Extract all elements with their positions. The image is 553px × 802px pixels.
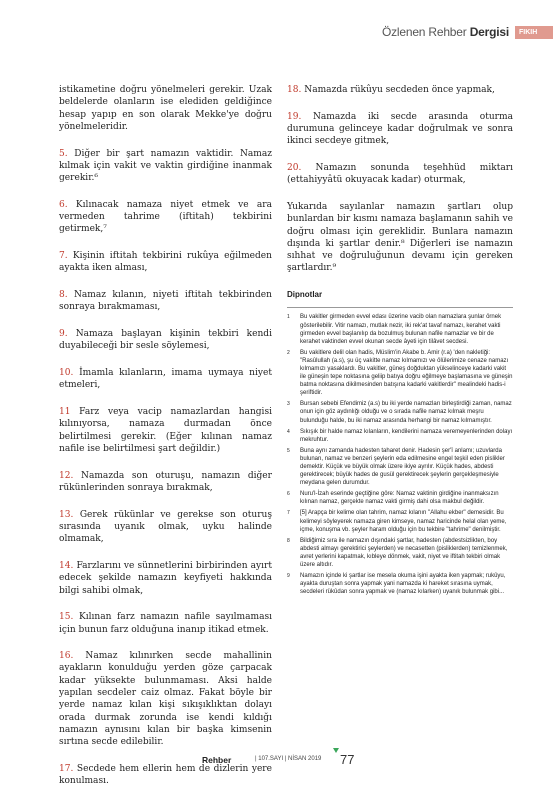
footnote [287,349,513,398]
running-header [382,24,553,40]
paragraph [287,111,513,148]
footnote-number: 4 [287,428,290,435]
footnote-text: [5] Arapça bir kelime olan tahrim, namaz kılanın "Allahu ekber" demesidir. Bu kelimeyi söyleyerek namaza giren kimseye, namaz haricinde helal olan yeme, içme, konuşma vb. şeyler haram olduğu için bu tekbire "tahrime" denilmiştir. [300,510,507,533]
item-number: 6. [59,199,68,210]
item-number: 14. [59,560,74,571]
footer-issue: | 107.SAYI | NİSAN 2019 [255,756,322,762]
item-number: 19. [287,111,302,122]
paragraph-text: istikametine doğru yönelmeleri gerekir. Uzak beldelerde olanların ise elediden geldiğince hesap yapıp en son olarak Mekke'ye doğru yönelmeleridir. [59,85,272,132]
footnote-text: Bildiğimiz sıra ile namazın dışındaki şartlar, hadesten (abdestsizlikten, boy abdesti almayı gerektirici şeylerden) ve necasetten (pisliklerden) temizlenmek, avret yerlerini kapatmak, kıbleye dönmek, vakit, niyet ve iftitah tekbiri olmak üzere altıdır. [300,537,508,569]
page-number: 77 [340,752,355,767]
item-number: 8. [59,290,68,301]
footnote [287,509,513,533]
item-number: 10. [59,368,74,379]
footnote [287,400,513,424]
footnote [287,428,513,444]
footnotes-divider [287,307,513,308]
item-number: 11 [59,407,71,418]
paragraph [59,560,272,597]
footnote-number: 5 [287,447,290,454]
item-number: 9. [59,329,68,340]
paragraph-text: Farzlarını ve sünnetlerini birbirinden ayırt edecek şekilde namazın keyfiyeti hakkında bilgi sahibi olmak, [59,560,272,596]
footnote-text: Sıkışık bir halde namaz kılanların, kendilerini namaza veremeyenlerinden dolayı mekruhtur. [300,428,513,443]
footnote-text: Nuru'l-İzah eserinde geçtiğine göre: Namaz vaktinin girdiğine inanmaksızın kılınan namaz, gerçekte namaz vakti girmiş dahi olsa makbul değildir. [300,491,499,506]
paragraph [287,162,513,187]
paragraph-text: Yukarıda sayılanlar namazın şartları olup bunlardan bir kısmı namaza başlamanın sahih ve doğru olması için gereklidir. Bunlara namazın dışında ki şartlar denir.⁸ Diğerleri ise namazın sıhhat ve doğruluğunun devamı için gereken şartlardır.⁹ [287,201,513,274]
item-number: 13. [59,509,74,520]
paragraph-text: Kılınacak namaza niyet etmek ve ara vermeden tahrime (iftitah) tekbirini getirmek,⁷ [59,199,272,235]
paragraph [59,470,272,495]
paragraph [59,250,272,275]
page-marker-icon [333,748,339,753]
paragraph-text: Kılınan farz namazın nafile sayılmaması için bunun farz olduğuna inanıp itikad etmek. [59,612,272,635]
item-number: 15. [59,612,74,623]
right-paragraphs [287,84,513,275]
footnote [287,490,513,506]
paragraph-text: İmamla kılanların, imama uymaya niyet etmeleri, [59,368,272,391]
paragraph-text: Gerek rükünlar ve gerekse son oturuş sırasında uyanık olmak, uyku halinde olmamak, [59,509,272,545]
paragraph [59,406,272,455]
footnote-text: Bu vakitlere delil olan hadis, Müslim'in Akabe b. Amir (r.a) 'den nakletiği: "Rasûlullah (a.s), şu üç vakitte namaz kılmamızı ve ölülerimize cenaze namazı kılmamızı yasaklardı. Bu vakitler, güneş doğduktan yükselinceye kadarki vakit ile güneşin tepe noktasına geliip batıya doğru eğilmeye başlamasına ve güneşin batma noktasına dikilmesinden batışına kadarki vakitlerdir" mealindeki hadis-i şeriftidir. [300,349,513,397]
item-number: 7. [59,251,68,262]
magazine-title: Özlenen Rehber Dergisi [381,25,509,39]
footnote [287,313,513,345]
footnote-text: Buna aynı zamanda hadesten taharet denir. Hadesin şer'î anlamı; uzuvlarda bulunan, namaz ve benzeri şeylerin eda edilmesine engel teşkil eden pislikler demektir. Küçük ve büyük olmak üzere ikiye ayrılır. Küçük hades, abdesti gerektirecek; büyük hades de gusül gerektirecek şeylerin gerçekleşmesiyle meydana gelen durumdur. [300,447,505,487]
paragraph [59,199,272,236]
paragraph [59,509,272,546]
footnotes-list [287,313,513,596]
footer-brand: Rehber [202,755,232,765]
paragraph [59,84,272,133]
footnote-number: 3 [287,401,290,408]
paragraph-text: Kişinin iftitah tekbirini rukûya eğilmeden ayakta iken alması, [59,251,272,274]
footnote-number: 9 [287,573,290,580]
paragraph-text: Namazın sonunda teşehhüd miktarı (ettahiyyâtü okuyacak kadar) oturmak, [287,162,513,186]
item-number: 20. [287,162,302,173]
item-number: 18. [287,85,302,95]
paragraph-text: Namazda iki secde arasında oturma durumuna gelinceye kadar doğrulmak ve sonra ikinci secdeye gitmek, [287,111,513,147]
paragraph [287,201,513,275]
page-footer [0,754,553,768]
left-column [59,84,272,802]
paragraph-text: Namazda rükûyu secdeden önce yapmak, [304,85,495,95]
footnote-number: 6 [287,491,290,498]
paragraph [59,328,272,353]
footnote [287,537,513,569]
paragraph [59,611,272,636]
paragraph-text: Namaza başlayan kişinin tekbiri kendi duyabileceği bir sesle söylemesi, [59,329,272,352]
footnote [287,572,513,596]
right-column [287,84,513,599]
footnote-number: 8 [287,537,290,544]
footnote-number: 1 [287,314,290,321]
item-number: 17. [59,763,74,774]
footnote-text: Namazın içinde ki şartlar ise mesela okuma işini ayakta iken yapmak; rukûyu, ayakta duruştan sonra yapmak yani namazda ki hareket sırasına uymak, secdeleri rükûdan sonra yapmak ve (namaz kılarken) uyanık bulunmak gibi... [300,573,506,596]
footnote [287,447,513,487]
footnote-text: Bu vakitler girmeden evvel edası üzerine vacib olan namazlara şunlar örnek gösterilebilir. Vitir namazı, mutlak nezir, iki rek'at tavaf namazı, kerahet vakti girmeden evvel başlanılıp da bozulmuş bulunan nafile namazlar ve bir de kerahet vaktinden evvel okunan secde âyeti için tilâvet secdesi. [300,314,502,345]
paragraph [59,289,272,314]
footnote-number: 2 [287,349,290,356]
paragraph-text: Farz veya vacip namazlardan hangisi kılınıyorsa, namaza durmadan önce belirtilmesi gerekir. (Eğer kılınan namaz nafile ise belirtilmesi şart değildir.) [59,407,272,454]
item-number: 16. [59,651,74,662]
section-tag: FIKIH [515,26,553,39]
paragraph-text: Secdede hem ellerin hem de dizlerin yere konulması. [59,763,272,787]
footnote-text: Bursan sebebi Efendimiz (a.s) bu iki yerde namazları birleştirdiği zaman, namaz onun için göz aydınlığı olduğu ve o sırada nafile namaz kılmak meşru bulunduğu halde, bu iki namaz arasında herhangi bir namaz kılmamıştır. [300,401,512,424]
footnotes-heading: Dipnotlar [287,290,323,300]
paragraph-text: Namaz kılınırken secde mahallinin ayakların konulduğu yerden göze çarpacak kadar yüksekte bulunmaması. Aksi halde yapılan secdeler caiz olmaz. Fakat böyle bir yerde namaz kılan kişi sıkışıklıktan dolayı orada durmak zorunda ise kendi kıldığı namazın aynısını kılan bir başka kimsenin sırtına secde edilebilir. [59,651,272,748]
paragraph-text: Namaz kılanın, niyeti iftitah tekbirinden sonraya bırakmaması, [59,290,272,313]
item-number: 5. [59,148,68,159]
paragraph-text: Namazda son oturuşu, namazın diğer rükünlerinden sonraya bırakmak, [59,470,272,493]
paragraph [59,367,272,392]
paragraph [59,148,272,185]
item-number: 12. [59,470,74,481]
paragraph [287,84,513,96]
footnote-number: 7 [287,510,290,517]
paragraph-text: Diğer bir şart namazın vaktidir. Namaz kılmak için vakit ve vaktin girdiğine inanmak gerekir.⁶ [59,148,272,184]
paragraph [59,650,272,748]
